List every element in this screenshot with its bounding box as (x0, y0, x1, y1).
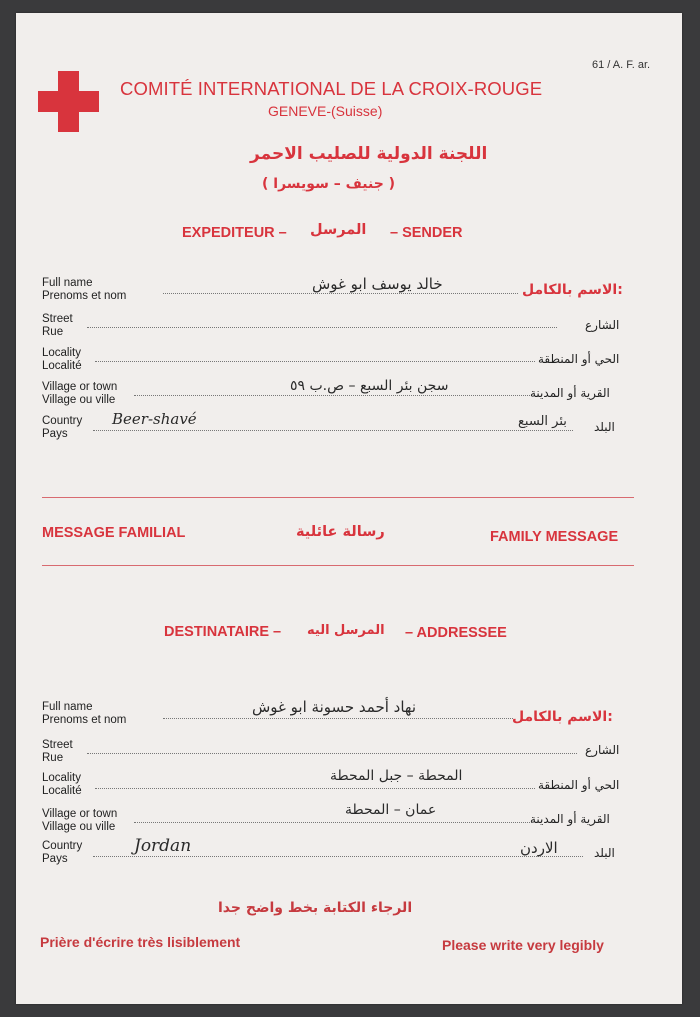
family-message-label: FAMILY MESSAGE (490, 529, 619, 545)
field-label-ar: الحي أو المنطقة (538, 778, 620, 792)
org-name-arabic: اللجنة الدولية للصليب الاحمر (250, 144, 488, 164)
field-label-en: Village or town (42, 808, 118, 820)
field-label-ar: البلد (594, 420, 615, 434)
field-label-ar: الاسم بالكامل: (512, 709, 613, 725)
sender-heading-fr: EXPEDITEUR – (182, 225, 287, 241)
field-label-fr: Rue (42, 326, 64, 338)
footer-french: Prière d'écrire très lisiblement (40, 934, 241, 950)
field-label-ar: الشارع (585, 743, 620, 757)
field-label-fr: Village ou ville (42, 821, 116, 833)
addressee-country-value-latin: Jordan (134, 836, 192, 856)
field-label-ar: القرية أو المدينة (530, 386, 610, 400)
footer-english: Please write very legibly (442, 937, 604, 953)
divider-top (42, 497, 634, 498)
addressee-heading-en: – ADDRESSEE (405, 625, 507, 641)
footer-arabic: الرجاء الكتابة بخط واضح جدا (218, 900, 413, 916)
sender-name-value: خالد يوسف ابو غوش (312, 275, 443, 293)
org-name: COMITÉ INTERNATIONAL DE LA CROIX-ROUGE (120, 78, 543, 99)
field-label-en: Full name (42, 277, 93, 289)
addressee-locality-value: المحطة – جبل المحطة (330, 768, 463, 784)
field-label-fr: Localité (42, 785, 82, 797)
field-label-en: Locality (42, 347, 81, 359)
field-label-en: Street (42, 313, 73, 325)
field-label-ar: البلد (594, 846, 615, 860)
field-label-fr: Pays (42, 428, 68, 440)
form-code: 61 / A. F. ar. (592, 59, 651, 71)
divider-bottom (42, 565, 634, 566)
sender-heading-ar: المرسل (310, 222, 367, 238)
field-label-en: Street (42, 739, 73, 751)
field-label-en: Village or town (42, 381, 118, 393)
sender-country-value: بئر السبع (518, 414, 567, 429)
addressee-name-value: نهاد أحمد حسونة ابو غوش (252, 698, 417, 716)
addressee-village-value: عمان – المحطة (345, 802, 437, 818)
sender-country-value-latin: Beer-shavé (112, 410, 197, 428)
field-label-en: Full name (42, 701, 93, 713)
field-label-ar: الحي أو المنطقة (538, 352, 620, 366)
message-familial-label: MESSAGE FAMILIAL (42, 525, 186, 541)
field-label-en: Country (42, 415, 83, 427)
field-label-fr: Rue (42, 752, 64, 764)
field-label-en: Locality (42, 772, 81, 784)
addressee-country-value: الاردن (520, 839, 558, 857)
addressee-heading-ar: المرسل اليه (307, 623, 385, 638)
sender-village-value: سجن بئر السبع – ص.ب ٥٩ (290, 378, 449, 394)
field-label-fr: Localité (42, 360, 82, 372)
field-label-ar: القرية أو المدينة (530, 812, 610, 826)
message-familial-arabic: رسالة عائلية (296, 524, 385, 540)
sender-heading-en: – SENDER (390, 225, 463, 241)
field-label-fr: Pays (42, 853, 68, 865)
field-label-ar: الاسم بالكامل: (522, 282, 623, 298)
field-label-en: Country (42, 840, 83, 852)
addressee-heading-fr: DESTINATAIRE – (164, 624, 282, 640)
field-label-fr: Prenoms et nom (42, 714, 127, 726)
field-label-fr: Village ou ville (42, 394, 116, 406)
org-city: GENEVE-(Suisse) (268, 103, 383, 119)
field-label-fr: Prenoms et nom (42, 290, 127, 302)
field-label-ar: الشارع (585, 318, 620, 332)
org-city-arabic: ( جنيف – سويسرا ) (262, 176, 396, 192)
